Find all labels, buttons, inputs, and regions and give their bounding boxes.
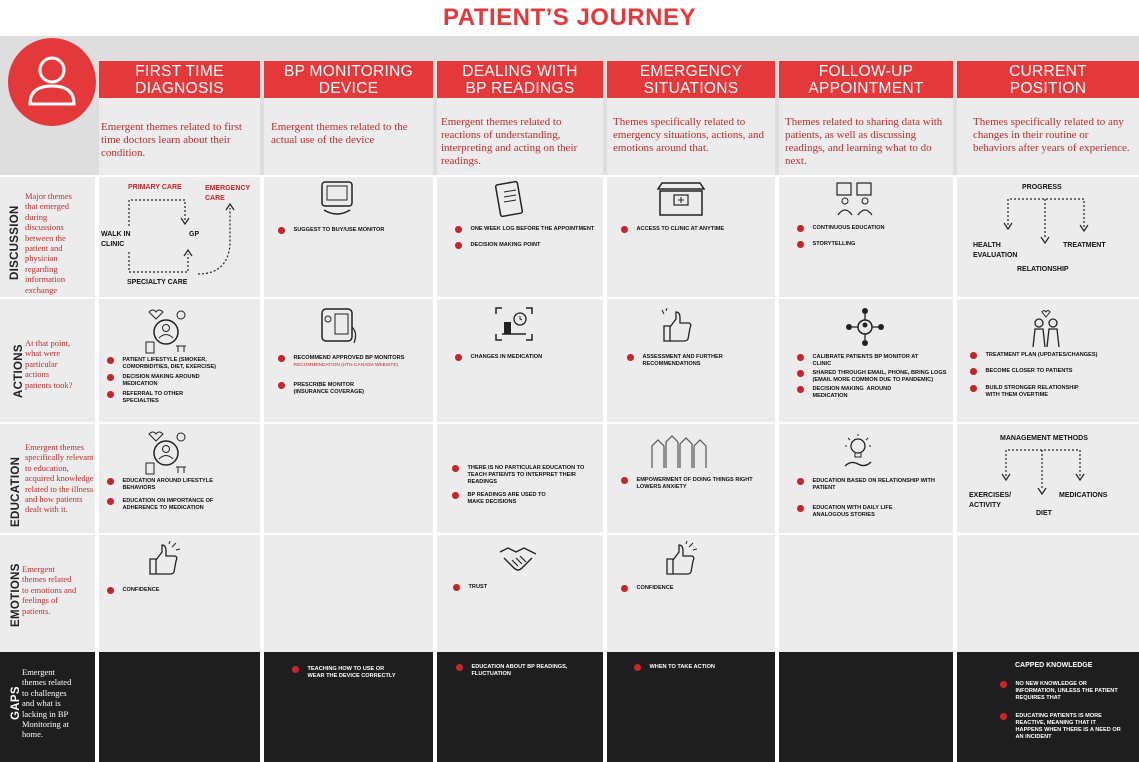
item-text: CALIBRATE PATIENTS BP MONITOR AT CLINIC — [812, 354, 919, 367]
diet-label: DIET — [1036, 510, 1052, 517]
list-item — [970, 368, 1073, 375]
item-text: CONFIDENCE — [122, 587, 160, 593]
care-flow-arrows — [100, 194, 260, 280]
row-label-discussion: DISCUSSION — [9, 205, 21, 280]
list-item — [627, 354, 723, 368]
gaps-cell-5 — [779, 652, 953, 762]
row-label-actions: ACTIONS — [13, 344, 25, 398]
list-item — [1000, 713, 1121, 741]
item-text: ASSESSMENT AND FURTHER RECOMMENDATIONS — [642, 354, 723, 367]
medication-change-icon — [494, 306, 534, 342]
logbook-icon — [493, 180, 525, 220]
bullet-dot — [627, 354, 634, 361]
column-desc: Emergent themes related to reactions of understanding, interpreting and acting on their readings. — [441, 116, 578, 167]
list-item — [278, 227, 384, 234]
item-text: TEACHING HOW TO USE OR WEAR THE DEVICE CORRECTLY — [307, 666, 396, 679]
specialty-care-label: SPECIALTY CARE — [127, 279, 188, 286]
lifestyle-icon — [143, 429, 189, 475]
row-divider — [0, 533, 1139, 535]
item-text: PATIENT LIFESTYLE (SMOKER, COMORBIDITIES, DIET, EXERCISE) — [122, 357, 217, 370]
list-item — [621, 585, 673, 592]
item-note: RECOMMENDATION (HTN CANADA WEBSITE) — [293, 363, 399, 368]
thumbs-up-icon — [660, 308, 694, 344]
item-text: CHANGES IN MEDICATION — [470, 354, 543, 360]
column-panel-6 — [957, 98, 1139, 652]
item-text: ONE WEEK LOG BEFORE THE APPOINTMENT — [470, 226, 595, 232]
item-text: ACCESS TO CLINIC AT ANYTIME — [636, 226, 725, 232]
list-item — [456, 664, 567, 678]
item-text: THERE IS NO PARTICULAR EDUCATION TO TEACH PATIENTS TO INTERPRET THEIR READINGS — [467, 465, 585, 485]
network-icon — [845, 308, 885, 346]
column-desc: Themes related to sharing data with patients, as well as discussing readings, and learning what to do next. — [785, 116, 943, 167]
row-label-emotions: EMOTIONS — [10, 563, 22, 627]
list-item — [107, 498, 213, 512]
thumbs-up-icon — [146, 541, 180, 577]
bullet-dot — [621, 477, 628, 484]
column-header-emergency-situations: EMERGENCY SITUATIONS — [607, 61, 775, 98]
column-desc: Themes specifically related to emergency situations, actions, and emotions around that. — [613, 116, 765, 154]
item-text: EDUCATING PATIENTS IS MORE REACTIVE, MEANING THAT IT HAPPENS WHEN THERE IS A NEED OR AN INCIDENT — [1015, 713, 1121, 740]
person-icon — [8, 38, 96, 126]
list-item — [278, 382, 364, 396]
lightbulb-icon — [843, 432, 873, 472]
item-text: BECOME CLOSER TO PATIENTS — [985, 368, 1073, 374]
column-header-first-time-diagnosis: FIRST TIME DIAGNOSIS — [99, 61, 260, 98]
item-text: PRESCRIBE MONITOR (INSURANCE COVERAGE) — [293, 382, 365, 395]
bullet-dot — [1000, 681, 1007, 688]
item-text: DECISION MAKING AROUND MEDICATION — [122, 374, 200, 387]
capped-knowledge-label: CAPPED KNOWLEDGE — [1015, 662, 1093, 669]
item-text: REFERRAL TO OTHER SPECIALTIES — [122, 391, 184, 404]
walk-in-clinic-label: WALK IN CLINIC — [101, 231, 131, 248]
treatment-label: TREATMENT — [1063, 242, 1106, 249]
bullet-dot — [278, 355, 285, 362]
thumbs-up-icon — [663, 541, 697, 577]
bullet-dot — [970, 368, 977, 375]
column-header-bp-monitoring-device: BP MONITORING DEVICE — [264, 61, 433, 98]
bullet-dot — [970, 352, 977, 359]
lifestyle-icon — [143, 306, 189, 354]
list-item — [621, 226, 724, 233]
item-text: TREATMENT PLAN (UPDATES/CHANGES) — [985, 352, 1098, 358]
row-desc-emotions: Emergent themes related to emotions and feelings of patients. — [22, 564, 77, 616]
item-text: CONTINUOUS EDUCATION — [812, 225, 885, 231]
page-title: PATIENT’S JOURNEY — [443, 4, 696, 31]
bullet-dot — [107, 587, 114, 594]
item-text: EDUCATION WITH DAILY LIFE ANALOGOUS STORIES — [812, 505, 893, 518]
row-divider — [0, 297, 1139, 299]
bullet-dot — [797, 386, 804, 393]
row-desc-education: Emergent themes specifically relevant to education, acquired knowledge related to the illness and how patients dealt with it. — [25, 442, 94, 515]
bullet-dot — [107, 498, 114, 505]
item-text: DECISION MAKING POINT — [470, 242, 541, 248]
item-text: BUILD STRONGER RELATIONSHIP WITH THEM OVERTIME — [985, 385, 1079, 398]
list-item — [455, 242, 540, 249]
couple-icon — [1028, 307, 1064, 349]
row-desc-gaps: Emergent themes related to challenges and what is lacking in BP Monitoring at home. — [22, 667, 72, 740]
bullet-dot — [1000, 713, 1007, 720]
list-item — [970, 385, 1079, 399]
column-desc: Emergent themes related to first time doctors learn about their condition. — [101, 121, 242, 159]
row-label-education: EDUCATION — [10, 456, 22, 527]
bp-monitor-icon — [318, 180, 356, 218]
column-header-follow-up-appointment: FOLLOW-UP APPOINTMENT — [779, 61, 953, 98]
list-item — [797, 478, 935, 492]
progress-label: PROGRESS — [1022, 184, 1062, 191]
emergency-care-label: EMERGENCY CARE — [205, 185, 251, 202]
bullet-dot — [453, 584, 460, 591]
bullet-dot — [107, 391, 114, 398]
progress-tree-arrows — [1000, 195, 1090, 247]
bullet-dot — [278, 227, 285, 234]
item-text: EDUCATION ABOUT BP READINGS, FLUCTUATION — [471, 664, 568, 677]
item-text: BP READINGS ARE USED TO MAKE DECISIONS — [467, 492, 546, 505]
health-evaluation-label: HEALTH EVALUATION — [973, 242, 1018, 259]
raised-fists-icon — [650, 434, 712, 470]
bullet-dot — [455, 226, 462, 233]
item-text: SHARED THROUGH EMAIL, PHONE, BRING LOGS (EMAIL MORE COMMON DUE TO PANDEMIC) — [812, 370, 947, 383]
row-divider — [0, 175, 1139, 177]
gp-label: GP — [189, 231, 200, 238]
list-item — [621, 477, 753, 491]
item-text: NO NEW KNOWLEDGE OR INFORMATION, UNLESS THE PATIENT REQUIRES THAT — [1015, 681, 1118, 701]
primary-care-label: PRIMARY CARE — [128, 184, 182, 191]
list-item — [278, 355, 404, 369]
item-text: TRUST — [468, 584, 488, 590]
handshake-icon — [498, 544, 538, 576]
list-item — [453, 584, 487, 591]
bullet-dot — [107, 357, 114, 364]
list-item — [797, 225, 885, 232]
item-text: STORYTELLING — [812, 241, 856, 247]
management-tree-arrows — [998, 446, 1088, 498]
bullet-dot — [797, 478, 804, 485]
list-item — [292, 666, 396, 680]
bullet-dot — [621, 226, 628, 233]
column-header-dealing-with-bp-readings: DEALING WITH BP READINGS — [437, 61, 603, 98]
list-item — [107, 391, 183, 405]
list-item — [797, 505, 893, 519]
bullet-dot — [456, 664, 463, 671]
list-item — [634, 664, 715, 671]
list-item — [1000, 681, 1118, 702]
item-text: EDUCATION AROUND LIFESTYLE BEHAVIORS — [122, 478, 213, 491]
list-item — [107, 587, 159, 594]
bullet-dot — [452, 465, 459, 472]
bullet-dot — [278, 382, 285, 389]
list-item — [455, 226, 594, 233]
bullet-dot — [797, 505, 804, 512]
medications-label: MEDICATIONS — [1059, 492, 1108, 499]
bullet-dot — [292, 666, 299, 673]
bullet-dot — [797, 225, 804, 232]
item-text: WHEN TO TAKE ACTION — [649, 664, 715, 670]
list-item — [797, 354, 918, 368]
list-item — [107, 357, 216, 371]
bullet-dot — [455, 242, 462, 249]
column-header-current-position: CURRENT POSITION — [957, 61, 1139, 98]
list-item — [452, 465, 584, 486]
row-desc-actions: At that point, what were particular actions patients took? — [25, 338, 73, 390]
row-divider — [0, 422, 1139, 424]
list-item — [797, 370, 946, 384]
list-item — [455, 354, 542, 361]
bullet-dot — [634, 664, 641, 671]
item-text: SUGGEST TO BUY/USE MONITOR — [293, 227, 385, 233]
list-item — [970, 352, 1097, 359]
column-desc: Themes specifically related to any changes in their routine or behaviors after years of experience. — [973, 116, 1130, 154]
item-text: EDUCATION ON IMPORTANCE OF ADHERENCE TO MEDICATION — [122, 498, 214, 511]
bullet-dot — [107, 374, 114, 381]
bullet-dot — [797, 241, 804, 248]
list-item — [452, 492, 546, 506]
patient-avatar — [8, 38, 96, 126]
conversation-icon — [833, 181, 877, 217]
row-desc-discussion: Major themes that emerged during discussions between the patient and physician regarding information exchange — [25, 191, 72, 295]
row-label-gaps: GAPS — [10, 686, 22, 720]
bullet-dot — [455, 354, 462, 361]
bullet-dot — [621, 585, 628, 592]
exercises-label: EXERCISES/ ACTIVITY — [969, 492, 1012, 509]
clinic-icon — [655, 181, 707, 217]
item-text: EMPOWERMENT OF DOING THINGS RIGHT LOWERS ANXIETY — [636, 477, 753, 490]
bullet-dot — [797, 370, 804, 377]
list-item — [797, 386, 891, 400]
bullet-dot — [107, 478, 114, 485]
column-desc: Emergent themes related to the actual use of the device — [271, 121, 408, 146]
item-text: CONFIDENCE — [636, 585, 674, 591]
bullet-dot — [970, 385, 977, 392]
management-methods-label: MANAGEMENT METHODS — [1000, 435, 1088, 442]
bullet-dot — [797, 354, 804, 361]
item-text: EDUCATION BASED ON RELATIONSHIP WITH PATIENT — [812, 478, 935, 491]
bp-monitor-icon — [318, 307, 358, 347]
gaps-cell-1 — [99, 652, 260, 762]
list-item — [797, 241, 855, 248]
bullet-dot — [452, 492, 459, 499]
list-item — [107, 478, 213, 492]
item-text: RECOMMEND APPROVED BP MONITORS — [293, 355, 405, 361]
relationship-label: RELATIONSHIP — [1017, 266, 1069, 273]
list-item — [107, 374, 200, 388]
item-text: DECISION MAKING AROUND MEDICATION — [812, 386, 892, 399]
